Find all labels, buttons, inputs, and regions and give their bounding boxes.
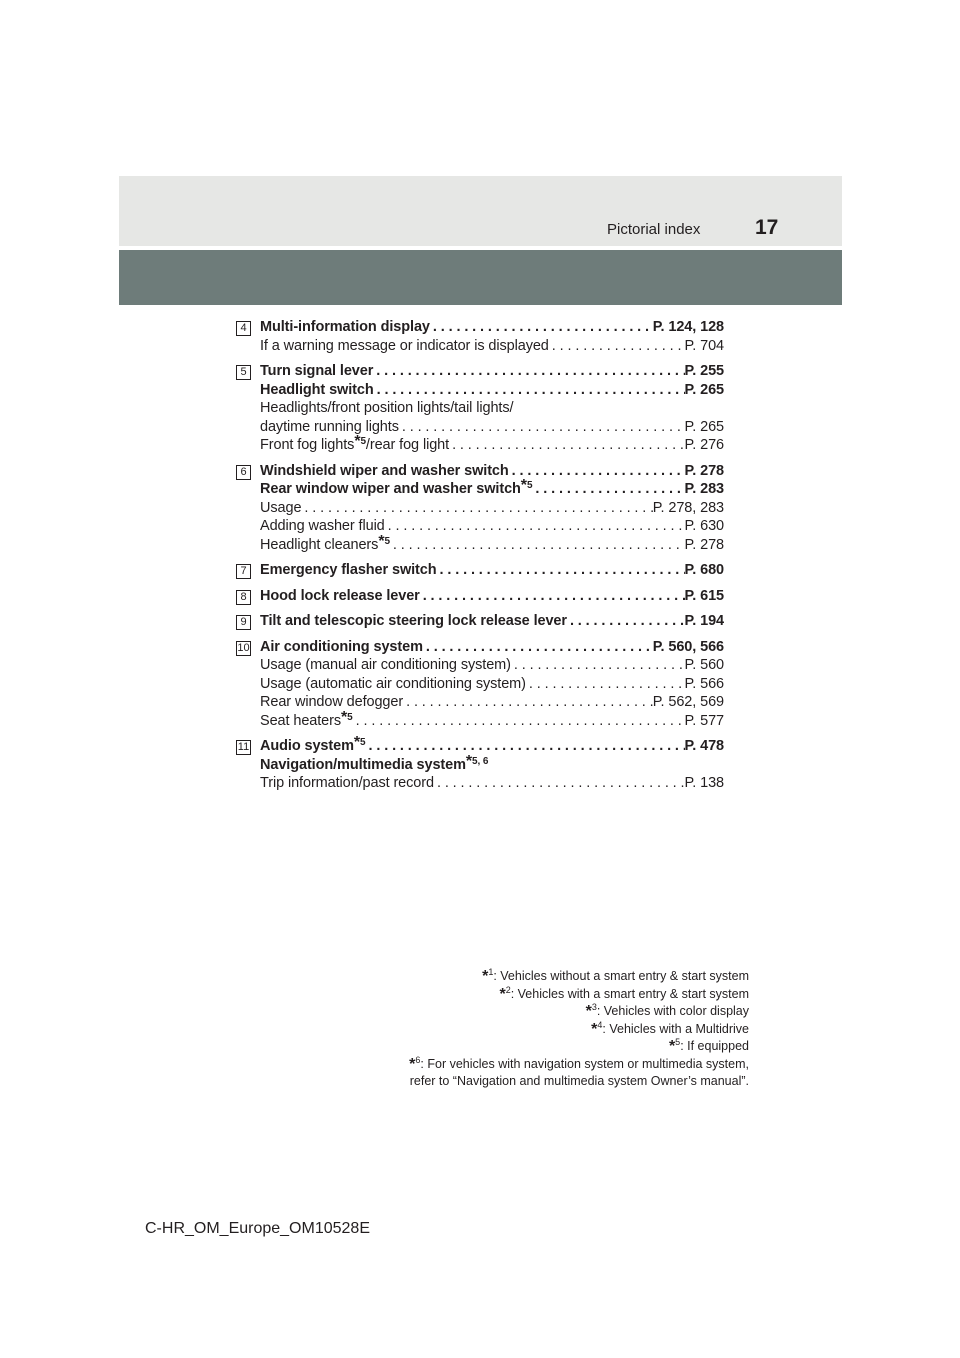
- asterisk-icon: *: [465, 752, 473, 770]
- footnote-number: 5: [675, 1037, 681, 1047]
- dot-leader: [449, 436, 684, 455]
- footnote-ref-number: 5: [360, 737, 366, 748]
- item-label-text: If a warning message or indicator is displayed: [260, 337, 549, 354]
- index-entry: [236, 318, 724, 355]
- index-line: [260, 462, 724, 481]
- item-label-text: Multi-information display: [260, 319, 430, 335]
- item-number-badge: 6: [236, 465, 251, 480]
- index-line: [260, 638, 724, 657]
- index-line: [260, 587, 724, 606]
- page-reference: P. 615: [684, 587, 724, 604]
- index-line: [260, 612, 724, 631]
- item-label-text: Rear window defogger: [260, 694, 404, 710]
- index-line: [260, 362, 724, 381]
- footnote-ref-number: 5, 6: [472, 755, 489, 767]
- item-label-text: Usage (manual air conditioning system): [260, 657, 511, 673]
- item-label: [260, 734, 366, 756]
- item-label: [260, 381, 374, 400]
- asterisk-icon: *: [668, 1038, 676, 1055]
- dot-leader: [532, 480, 684, 499]
- asterisk-icon: *: [591, 1020, 598, 1038]
- page-reference: P. 562, 569: [652, 694, 724, 710]
- page-reference: P. 265: [684, 418, 724, 435]
- index-entry: [236, 462, 724, 555]
- footnote-text: : If equipped: [680, 1039, 749, 1053]
- asterisk-icon: *: [520, 477, 527, 494]
- item-label: [260, 517, 385, 536]
- index-line: [260, 675, 724, 694]
- footnote-ref: [520, 477, 533, 494]
- index-line: [260, 337, 724, 356]
- item-label-text: Front fog lights: [260, 437, 355, 453]
- item-label: [260, 337, 549, 356]
- item-label-text: Turn signal lever: [260, 363, 374, 379]
- asterisk-icon: *: [341, 708, 348, 726]
- item-label-text: daytime running lights: [260, 418, 399, 435]
- page-reference: P. 283: [684, 481, 724, 497]
- item-label-text: Adding washer fluid: [260, 518, 385, 534]
- page-reference: P. 124, 128: [652, 319, 724, 335]
- item-label: [260, 752, 489, 775]
- item-label: [260, 318, 430, 337]
- dot-leader: [423, 638, 653, 657]
- item-label-text: Headlights/front position lights/tail lights/: [260, 400, 514, 416]
- footnote: [229, 986, 749, 1004]
- asterisk-icon: *: [378, 532, 385, 550]
- index-entry: [236, 638, 724, 731]
- index-line: [260, 752, 724, 775]
- item-label: [260, 612, 567, 631]
- index-line: [260, 517, 724, 536]
- dot-leader: [366, 737, 685, 756]
- footnote-ref: [465, 752, 489, 770]
- header-band: [119, 176, 842, 246]
- item-label: [260, 433, 450, 455]
- index-line: [260, 477, 724, 499]
- item-label-text: Audio system: [260, 738, 354, 754]
- dot-leader: [509, 462, 685, 481]
- footnote-number: 3: [591, 1002, 597, 1012]
- page-reference: P. 278: [684, 462, 724, 479]
- document-code: C-HR_OM_Europe_OM10528E: [145, 1220, 370, 1237]
- index-line: [260, 499, 724, 518]
- item-label-text: Tilt and telescopic steering lock release lever: [260, 613, 567, 629]
- footnote: [229, 1073, 749, 1091]
- index-line: [260, 318, 724, 337]
- page-reference: P. 478: [684, 738, 724, 754]
- footnote-ref-number: 5: [347, 711, 353, 723]
- item-label: [260, 418, 399, 437]
- item-label: [260, 708, 353, 731]
- page-number: 17: [755, 216, 779, 239]
- item-number-badge: 7: [236, 564, 251, 579]
- footnote-number: 6: [415, 1054, 421, 1065]
- item-label: [260, 532, 390, 555]
- footnote-number: 4: [597, 1019, 603, 1030]
- index-line: [260, 399, 724, 418]
- dot-leader: [390, 536, 685, 555]
- item-label-text: Rear window wiper and washer switch: [260, 481, 521, 497]
- item-number-badge: 11: [237, 741, 250, 753]
- page-reference: P. 194: [684, 613, 724, 629]
- dot-leader: [301, 499, 652, 518]
- footnote: [229, 1021, 749, 1039]
- index-entry: [236, 734, 724, 793]
- footnote: [229, 968, 749, 986]
- footnote-text: : Vehicles with color display: [596, 1004, 749, 1018]
- index-entry: [236, 561, 724, 580]
- dot-leader: [549, 337, 685, 356]
- footnote-ref-number: 5: [384, 535, 390, 547]
- item-number-badge: 8: [236, 590, 251, 605]
- page-reference: P. 630: [684, 518, 724, 534]
- item-number-badge: 5: [236, 365, 251, 380]
- item-number-badge: 4: [236, 321, 251, 336]
- page-reference: P. 265: [684, 381, 724, 398]
- item-label: [260, 693, 403, 712]
- footnotes: [229, 968, 749, 1091]
- page-reference: P. 680: [684, 562, 724, 578]
- footnote-text: : For vehicles with navigation system or multimedia system,: [420, 1056, 749, 1071]
- item-label: [260, 656, 511, 675]
- footnote-number: 2: [505, 984, 511, 995]
- index-line: [260, 708, 724, 731]
- item-label: [260, 362, 373, 381]
- footnote-ref: [354, 433, 366, 450]
- page-reference: P. 566: [684, 675, 724, 692]
- item-label-text: Usage (automatic air conditioning system): [260, 675, 526, 692]
- item-label-text: Windshield wiper and washer switch: [260, 462, 509, 479]
- item-number-badge: 9: [236, 615, 251, 630]
- footnote-ref: [353, 734, 366, 751]
- page-reference: P. 255: [684, 363, 724, 379]
- item-label-text: Headlight switch: [260, 381, 374, 398]
- page-reference: P. 278, 283: [652, 499, 724, 516]
- asterisk-icon: *: [482, 968, 489, 985]
- dot-leader: [373, 362, 684, 381]
- dot-leader: [437, 561, 685, 580]
- index-line: [260, 693, 724, 712]
- item-label: [260, 499, 301, 518]
- index-line: [260, 433, 724, 455]
- item-label-text: Air conditioning system: [260, 638, 423, 655]
- dot-leader: [526, 675, 685, 694]
- index-entry: [236, 587, 724, 606]
- section-title: Pictorial index: [607, 221, 701, 238]
- item-label-text: Headlight cleaners: [260, 536, 379, 553]
- index-entry: [236, 612, 724, 631]
- page-reference: P. 560, 566: [652, 638, 724, 655]
- asterisk-icon: *: [585, 1003, 592, 1020]
- dot-leader: [403, 693, 653, 712]
- index-entries: [236, 318, 724, 800]
- index-entry: [236, 362, 724, 455]
- dot-leader: [385, 517, 685, 536]
- footnote-number: 1: [488, 967, 494, 977]
- dot-leader: [420, 587, 685, 606]
- item-label: [260, 561, 437, 580]
- dot-leader: [434, 774, 685, 793]
- item-label-text: Seat heaters: [260, 712, 342, 729]
- item-label-text: Emergency flasher switch: [260, 562, 437, 578]
- footnote: [229, 1003, 749, 1021]
- asterisk-icon: *: [354, 433, 361, 450]
- item-label: [260, 587, 420, 606]
- footnote-ref-number: 5: [526, 480, 533, 491]
- footnote-ref: [341, 708, 353, 726]
- index-line: [260, 774, 724, 793]
- footnote-text: refer to “Navigation and multimedia system Owner’s manual”.: [409, 1074, 749, 1088]
- item-label-text: Trip information/past record: [260, 775, 434, 791]
- index-line: [260, 381, 724, 400]
- dot-leader: [399, 418, 685, 437]
- index-line: [260, 734, 724, 756]
- index-line: [260, 561, 724, 580]
- index-line: [260, 532, 724, 555]
- item-label: [260, 399, 513, 418]
- item-label-text: /rear fog light: [365, 437, 450, 453]
- item-label: [260, 774, 434, 793]
- asterisk-icon: *: [409, 1055, 416, 1073]
- page-reference: P. 577: [684, 712, 724, 729]
- item-label-text: Usage: [260, 499, 302, 516]
- footnote-text: : Vehicles with a smart entry & start system: [510, 986, 749, 1001]
- footnote: [229, 1056, 749, 1074]
- page-reference: P. 278: [684, 536, 724, 553]
- page-reference: P. 138: [684, 775, 724, 791]
- dot-leader: [374, 381, 685, 400]
- dot-leader: [567, 612, 685, 631]
- page-reference: P. 276: [684, 437, 724, 453]
- footnote-text: : Vehicles with a Multidrive: [602, 1021, 749, 1036]
- item-label: [260, 675, 526, 694]
- dot-leader: [353, 712, 685, 731]
- footnote-ref-number: 5: [360, 436, 366, 447]
- dot-leader: [430, 318, 653, 337]
- footnote-text: : Vehicles without a smart entry & start system: [493, 969, 749, 983]
- item-number-badge: 10: [237, 641, 250, 654]
- footnote: [229, 1038, 749, 1056]
- item-label: [260, 638, 423, 657]
- item-label: [260, 462, 509, 481]
- index-line: [260, 418, 724, 437]
- page-reference: P. 704: [684, 337, 724, 354]
- item-label-text: Hood lock release lever: [260, 587, 420, 604]
- index-line: [260, 656, 724, 675]
- dot-leader: [511, 656, 685, 675]
- page-reference: P. 560: [684, 657, 724, 673]
- footnote-ref: [378, 532, 390, 550]
- title-band: [119, 250, 842, 305]
- item-label: [260, 477, 533, 499]
- item-label-text: Navigation/multimedia system: [260, 756, 466, 773]
- asterisk-icon: *: [499, 985, 506, 1003]
- asterisk-icon: *: [353, 734, 361, 751]
